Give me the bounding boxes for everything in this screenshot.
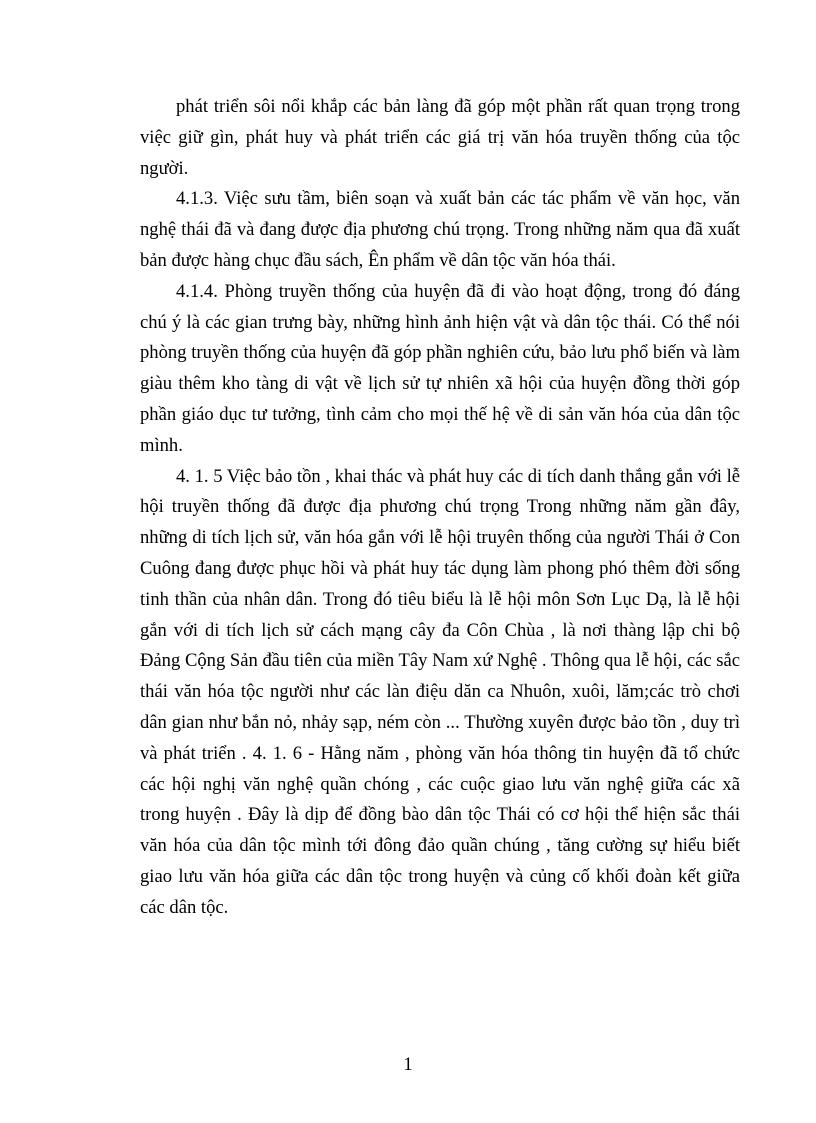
paragraph-4-1-4: 4.1.4. Phòng truyền thống của huyện đã đi vào hoạt động, trong đó đáng chú ý là các gian trưng bày, những hình ảnh hiện vật và dân tộc thái. Có thể nói phòng truyền thống của huyện đã góp phần nghiên cứu, bảo lưu phổ biến và làm giàu thêm kho tàng di vật về lịch sử tự nhiên xã hội của huyện đồng thời góp phần giáo dục tư tưởng, tình cảm cho mọi thế hệ về di sản văn hóa của dân tộc mình. <box>140 280 740 456</box>
page-number: 1 <box>403 1054 413 1075</box>
paragraph-4-1-3: 4.1.3. Việc sưu tầm, biên soạn và xuất bản các tác phẩm về văn học, văn nghệ thái đã và đang được địa phương chú trọng. Trong những năm qua đã xuất bản được hàng chục đầu sách, Ên phẩm về dân tộc văn hóa thái. <box>140 188 740 271</box>
paragraph-continuation: phát triển sôi nổi khắp các bản làng đã góp một phần rất quan trọng trong việc giữ gìn, phát huy và phát triển các giá trị văn hóa truyền thống của tộc người. <box>140 96 740 179</box>
paragraph-4-1-5: 4. 1. 5 Việc bảo tồn , khai thác và phát huy các di tích danh thắng gắn với lễ hội truyền thống đã được địa phương chú trọng Trong những năm gần đây, những di tích lịch sử, văn hóa gắn với lễ hội truyên thống của người Thái ở Con Cuông đang được phục hồi và phát huy tác dụng làm phong phó thêm đời sống tinh thần của nhân dân. Trong đó tiêu biểu là lễ hội môn Sơn Lục Dạ, là lễ hội gắn với di tích lịch sử cách mạng cây đa Côn Chùa , là nơi thàng lập chi bộ Đảng Cộng Sản đầu tiên của miền Tây Nam xứ Nghệ . Thông qua lễ hội, các sắc thái văn hóa tộc người như các làn điệu dăn ca Nhuôn, xuôi, lăm;các trò chơi dân gian như bắn nỏ, nhảy sạp, ném còn ... Thường xuyên được bảo tồn , duy trì và phát triển . 4. 1. 6 - Hằng năm , phòng văn hóa thông tin huyện đã tổ chức các hội nghị văn nghệ quần chóng , các cuộc giao lưu văn nghệ giữa các xã trong huyện . Đây là dịp để đồng bào dân tộc Thái có cơ hội thể hiện sắc thái văn hóa của dân tộc mình tới đông đảo quần chúng , tăng cường sự hiểu biết giao lưu văn hóa giữa các dân tộc trong huyện và củng cố khối đoàn kết giữa các dân tộc. <box>140 465 740 918</box>
document-body <box>140 92 740 924</box>
